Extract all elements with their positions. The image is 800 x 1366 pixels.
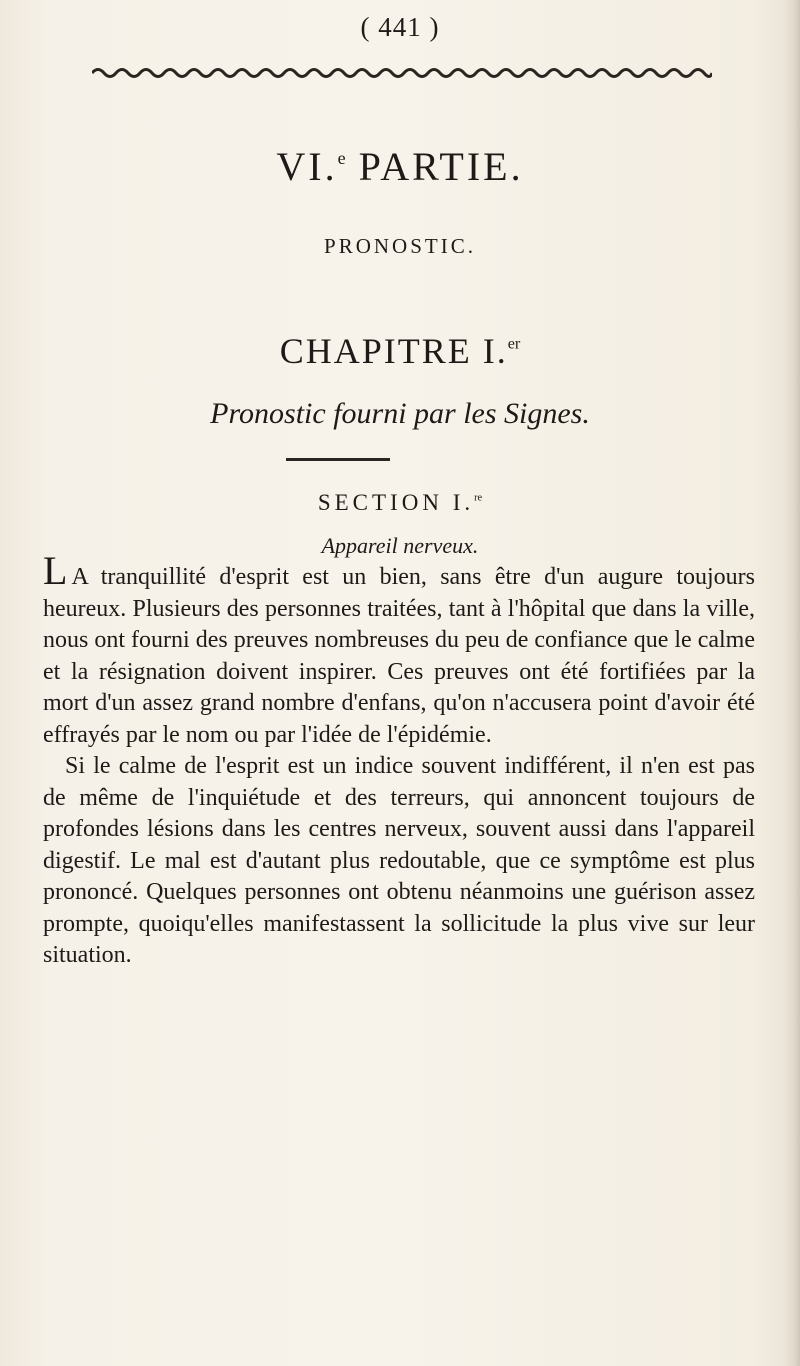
section-title-main: SECTION I.	[317, 490, 475, 515]
chapter-subtitle: Pronostic fourni par les Signes.	[210, 397, 590, 430]
decorative-border-ornament	[92, 66, 712, 80]
part-subtitle: PRONOSTIC.	[324, 234, 476, 258]
section-subtitle: Appareil nerveux.	[321, 533, 479, 558]
paragraph-1-text: A tranquillité d'esprit est un bien, sans être d'un augure toujours heureux. Plusieurs des personnes traitées, tant à l'hôpital que dans la ville, nous ont fourni des preuves nombreuses du peu de confiance que le calme et la résignation doivent inspirer. Ces preuves ont été fortifiées par la mort d'un assez grand nombre d'enfans, qu'on n'accusera point d'avoir été effrayés par le nom ou par l'idée de l'épidémie.	[43, 564, 755, 748]
chapter-title-main: CHAPITRE I.	[279, 331, 508, 371]
page-number: ( 441 )	[360, 12, 440, 42]
section-title-sup: re	[474, 492, 483, 504]
paragraph-2: Si le calme de l'esprit est un indice souvent indifférent, il n'en est pas de même de l'inquiétude et des terreurs, qui annoncent toujours de profondes lésions dans les centres nerveux, souvent aussi dans l'appareil digestif. Le mal est d'autant plus redoutable, que ce symptôme est plus prononcé. Quelques personnes ont obtenu néanmoins une guérison assez prompte, quoiqu'elles manifestassent la sollicitude la plus vive sur leur situation.	[43, 753, 755, 968]
section-title	[0, 490, 800, 516]
chapter-title	[0, 330, 800, 372]
part-title-main: VI.	[276, 144, 338, 189]
page-edge-shadow	[784, 0, 800, 1366]
section-divider	[286, 458, 390, 461]
paragraph-1	[43, 548, 755, 751]
part-title-sup: e	[337, 147, 346, 168]
part-title	[0, 143, 800, 190]
body-text	[43, 548, 755, 972]
part-title-rest: PARTIE.	[345, 144, 524, 189]
chapter-title-sup: er	[507, 334, 521, 353]
dropcap: L	[43, 548, 68, 593]
